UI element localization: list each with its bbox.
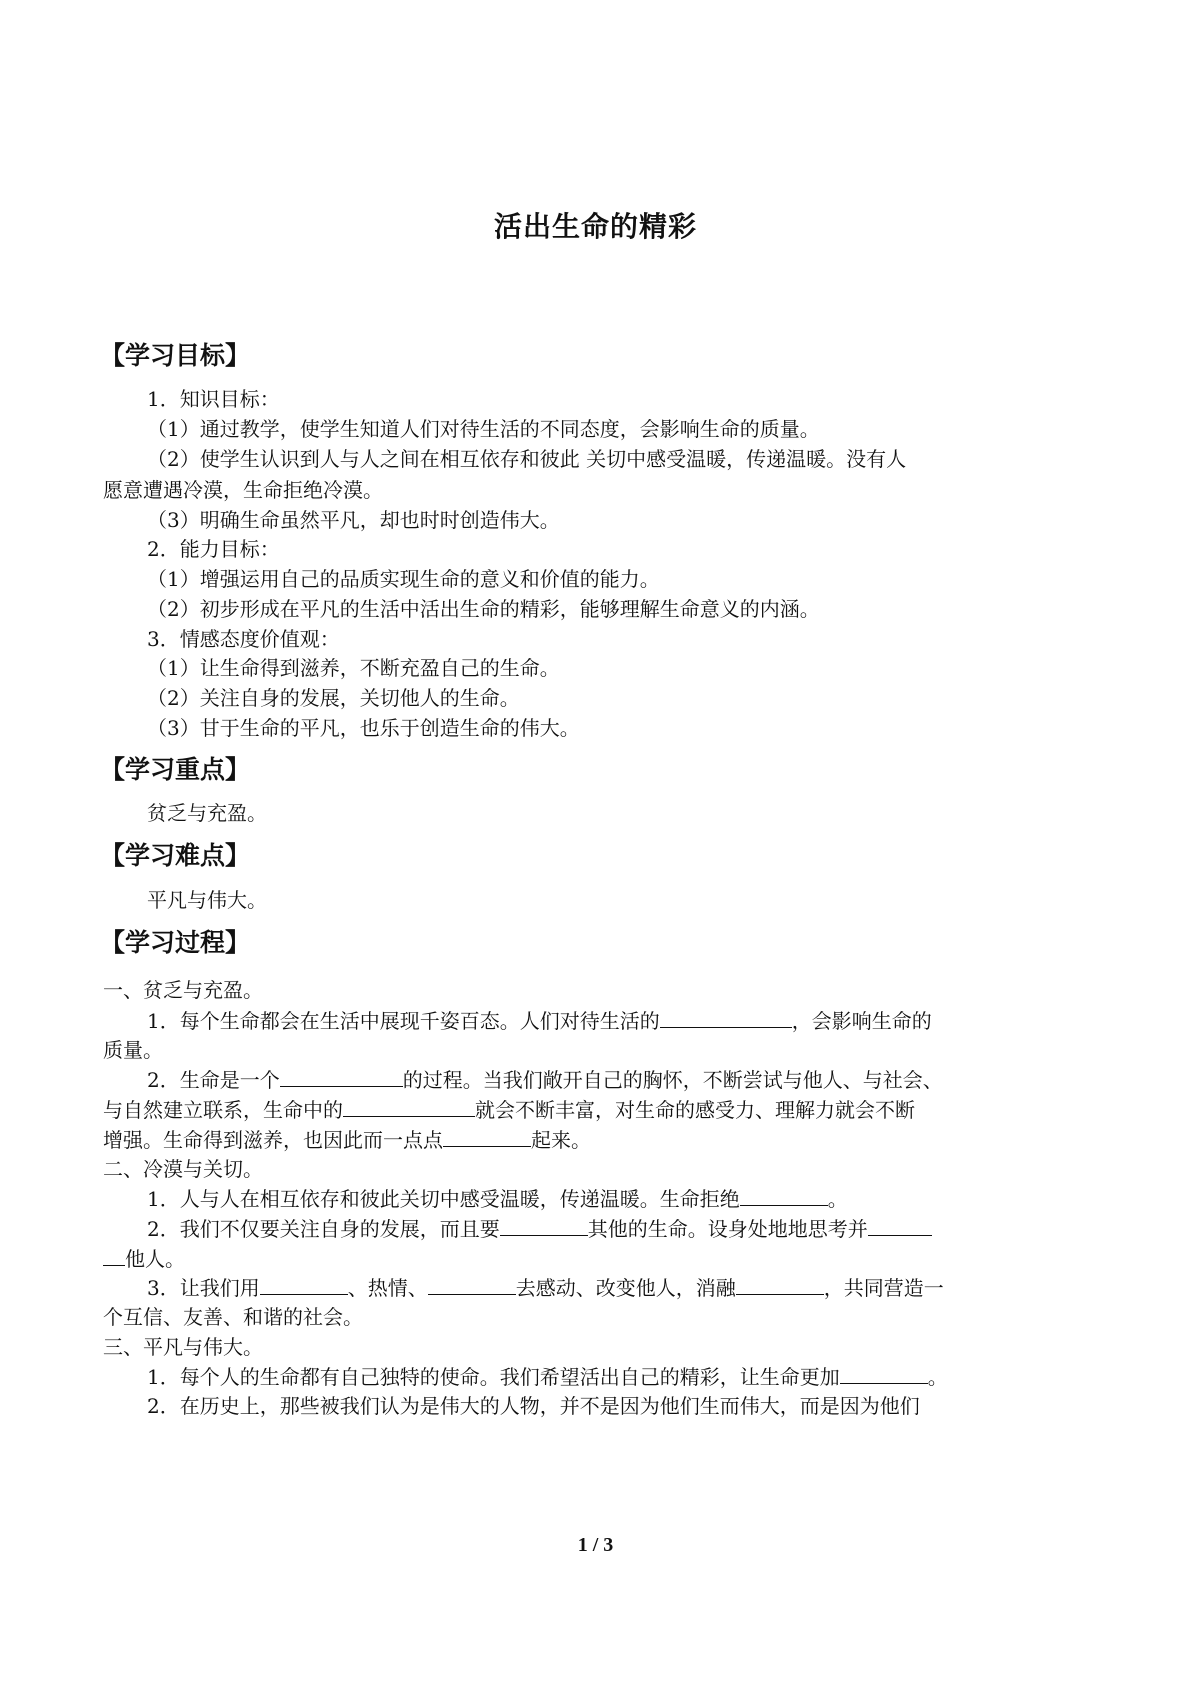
process-part-2: 二、冷漠与关切。 [103, 1157, 263, 1181]
goal-knowledge-1: （1）通过教学，使学生知道人们对待生活的不同态度，会影响生命的质量。 [147, 417, 820, 441]
fill-blank [260, 1274, 348, 1295]
process-2-3a [147, 1274, 944, 1301]
fill-blank [280, 1066, 403, 1087]
text-segment: 就会不断丰富，对生命的感受力、理解力就会不断 [475, 1098, 915, 1122]
text-segment: 他人。 [125, 1247, 185, 1271]
fill-blank [660, 1007, 792, 1028]
difficulty-text: 平凡与伟大。 [147, 888, 267, 912]
text-segment: 增强。生命得到滋养，也因此而一点点 [103, 1128, 443, 1152]
document-title: 活出生命的精彩 [493, 210, 697, 243]
text-segment: 1．每个人的生命都有自己独特的使命。我们希望活出自己的精彩，让生命更加 [147, 1365, 840, 1389]
process-1-2a [147, 1066, 943, 1093]
fill-blank [428, 1274, 516, 1295]
process-3-2: 2．在历史上，那些被我们认为是伟大的人物，并不是因为他们生而伟大，而是因为他们 [147, 1394, 920, 1418]
fill-blank [840, 1363, 928, 1384]
text-segment: 起来。 [531, 1128, 591, 1152]
goal-emotion-3: （3）甘于生命的平凡，也乐于创造生命的伟大。 [147, 716, 580, 740]
fill-blank [740, 1185, 828, 1206]
fill-blank [103, 1245, 125, 1266]
text-segment: 去感动、改变他人，消融 [515, 1276, 736, 1300]
goal-emotion: 3．情感态度价值观： [147, 627, 340, 651]
goal-emotion-1: （1）让生命得到滋养，不断充盈自己的生命。 [147, 656, 560, 680]
process-1-1a [147, 1007, 932, 1034]
goal-knowledge-3: （3）明确生命虽然平凡，却也时时创造伟大。 [147, 508, 560, 532]
process-part-1: 一、贫乏与充盈。 [103, 978, 263, 1002]
text-segment: 3．让我们用 [147, 1276, 260, 1300]
goal-knowledge: 1．知识目标： [147, 387, 280, 411]
section-heading-process: 【学习过程】 [100, 928, 251, 957]
section-heading-goals: 【学习目标】 [100, 341, 251, 370]
page-number: 1 / 3 [577, 1534, 614, 1556]
process-part-3: 三、平凡与伟大。 [103, 1335, 263, 1359]
goal-ability-1: （1）增强运用自己的品质实现生命的意义和价值的能力。 [147, 567, 660, 591]
text-segment: 1．每个生命都会在生活中展现千姿百态。人们对待生活的 [147, 1009, 660, 1033]
process-2-2a [147, 1215, 932, 1242]
fill-blank [343, 1096, 475, 1117]
text-segment: 与自然建立联系，生命中的 [103, 1098, 343, 1122]
goal-ability-2: （2）初步形成在平凡的生活中活出生命的精彩，能够理解生命意义的内涵。 [147, 597, 820, 621]
fill-blank [443, 1126, 531, 1147]
key-point-text: 贫乏与充盈。 [147, 801, 267, 825]
goal-knowledge-2b: 愿意遭遇冷漠，生命拒绝冷漠。 [103, 478, 383, 502]
process-2-3b: 个互信、友善、和谐的社会。 [103, 1305, 363, 1329]
section-heading-key: 【学习重点】 [100, 755, 251, 784]
process-1-2b [103, 1096, 915, 1123]
text-segment: 的过程。当我们敞开自己的胸怀，不断尝试与他人、与社会、 [402, 1068, 943, 1092]
process-2-1 [147, 1185, 848, 1212]
process-3-1 [147, 1363, 948, 1390]
text-segment: 、热情、 [347, 1276, 428, 1300]
text-segment: 1．人与人在相互依存和彼此关切中感受温暖，传递温暖。生命拒绝 [147, 1187, 740, 1211]
goal-ability: 2．能力目标： [147, 537, 280, 561]
text-segment: 。 [927, 1365, 948, 1389]
text-segment: 其他的生命。设身处地地思考并 [587, 1217, 868, 1241]
fill-blank [868, 1215, 932, 1236]
text-segment: 2．我们不仅要关注自身的发展，而且要 [147, 1217, 500, 1241]
goal-emotion-2: （2）关注自身的发展，关切他人的生命。 [147, 686, 520, 710]
text-segment: ，会影响生命的 [791, 1009, 932, 1033]
fill-blank [500, 1215, 588, 1236]
process-1-2c [103, 1126, 591, 1153]
goal-knowledge-2a: （2）使学生认识到人与人之间在相互依存和彼此 关切中感受温暖，传递温暖。没有人 [147, 447, 907, 471]
text-segment: ，共同营造一 [823, 1276, 944, 1300]
text-segment: 2．生命是一个 [147, 1068, 280, 1092]
section-heading-difficulty: 【学习难点】 [100, 841, 251, 870]
text-segment: 。 [827, 1187, 848, 1211]
process-2-2b [103, 1245, 185, 1272]
fill-blank [736, 1274, 824, 1295]
process-1-1b: 质量。 [103, 1038, 163, 1062]
